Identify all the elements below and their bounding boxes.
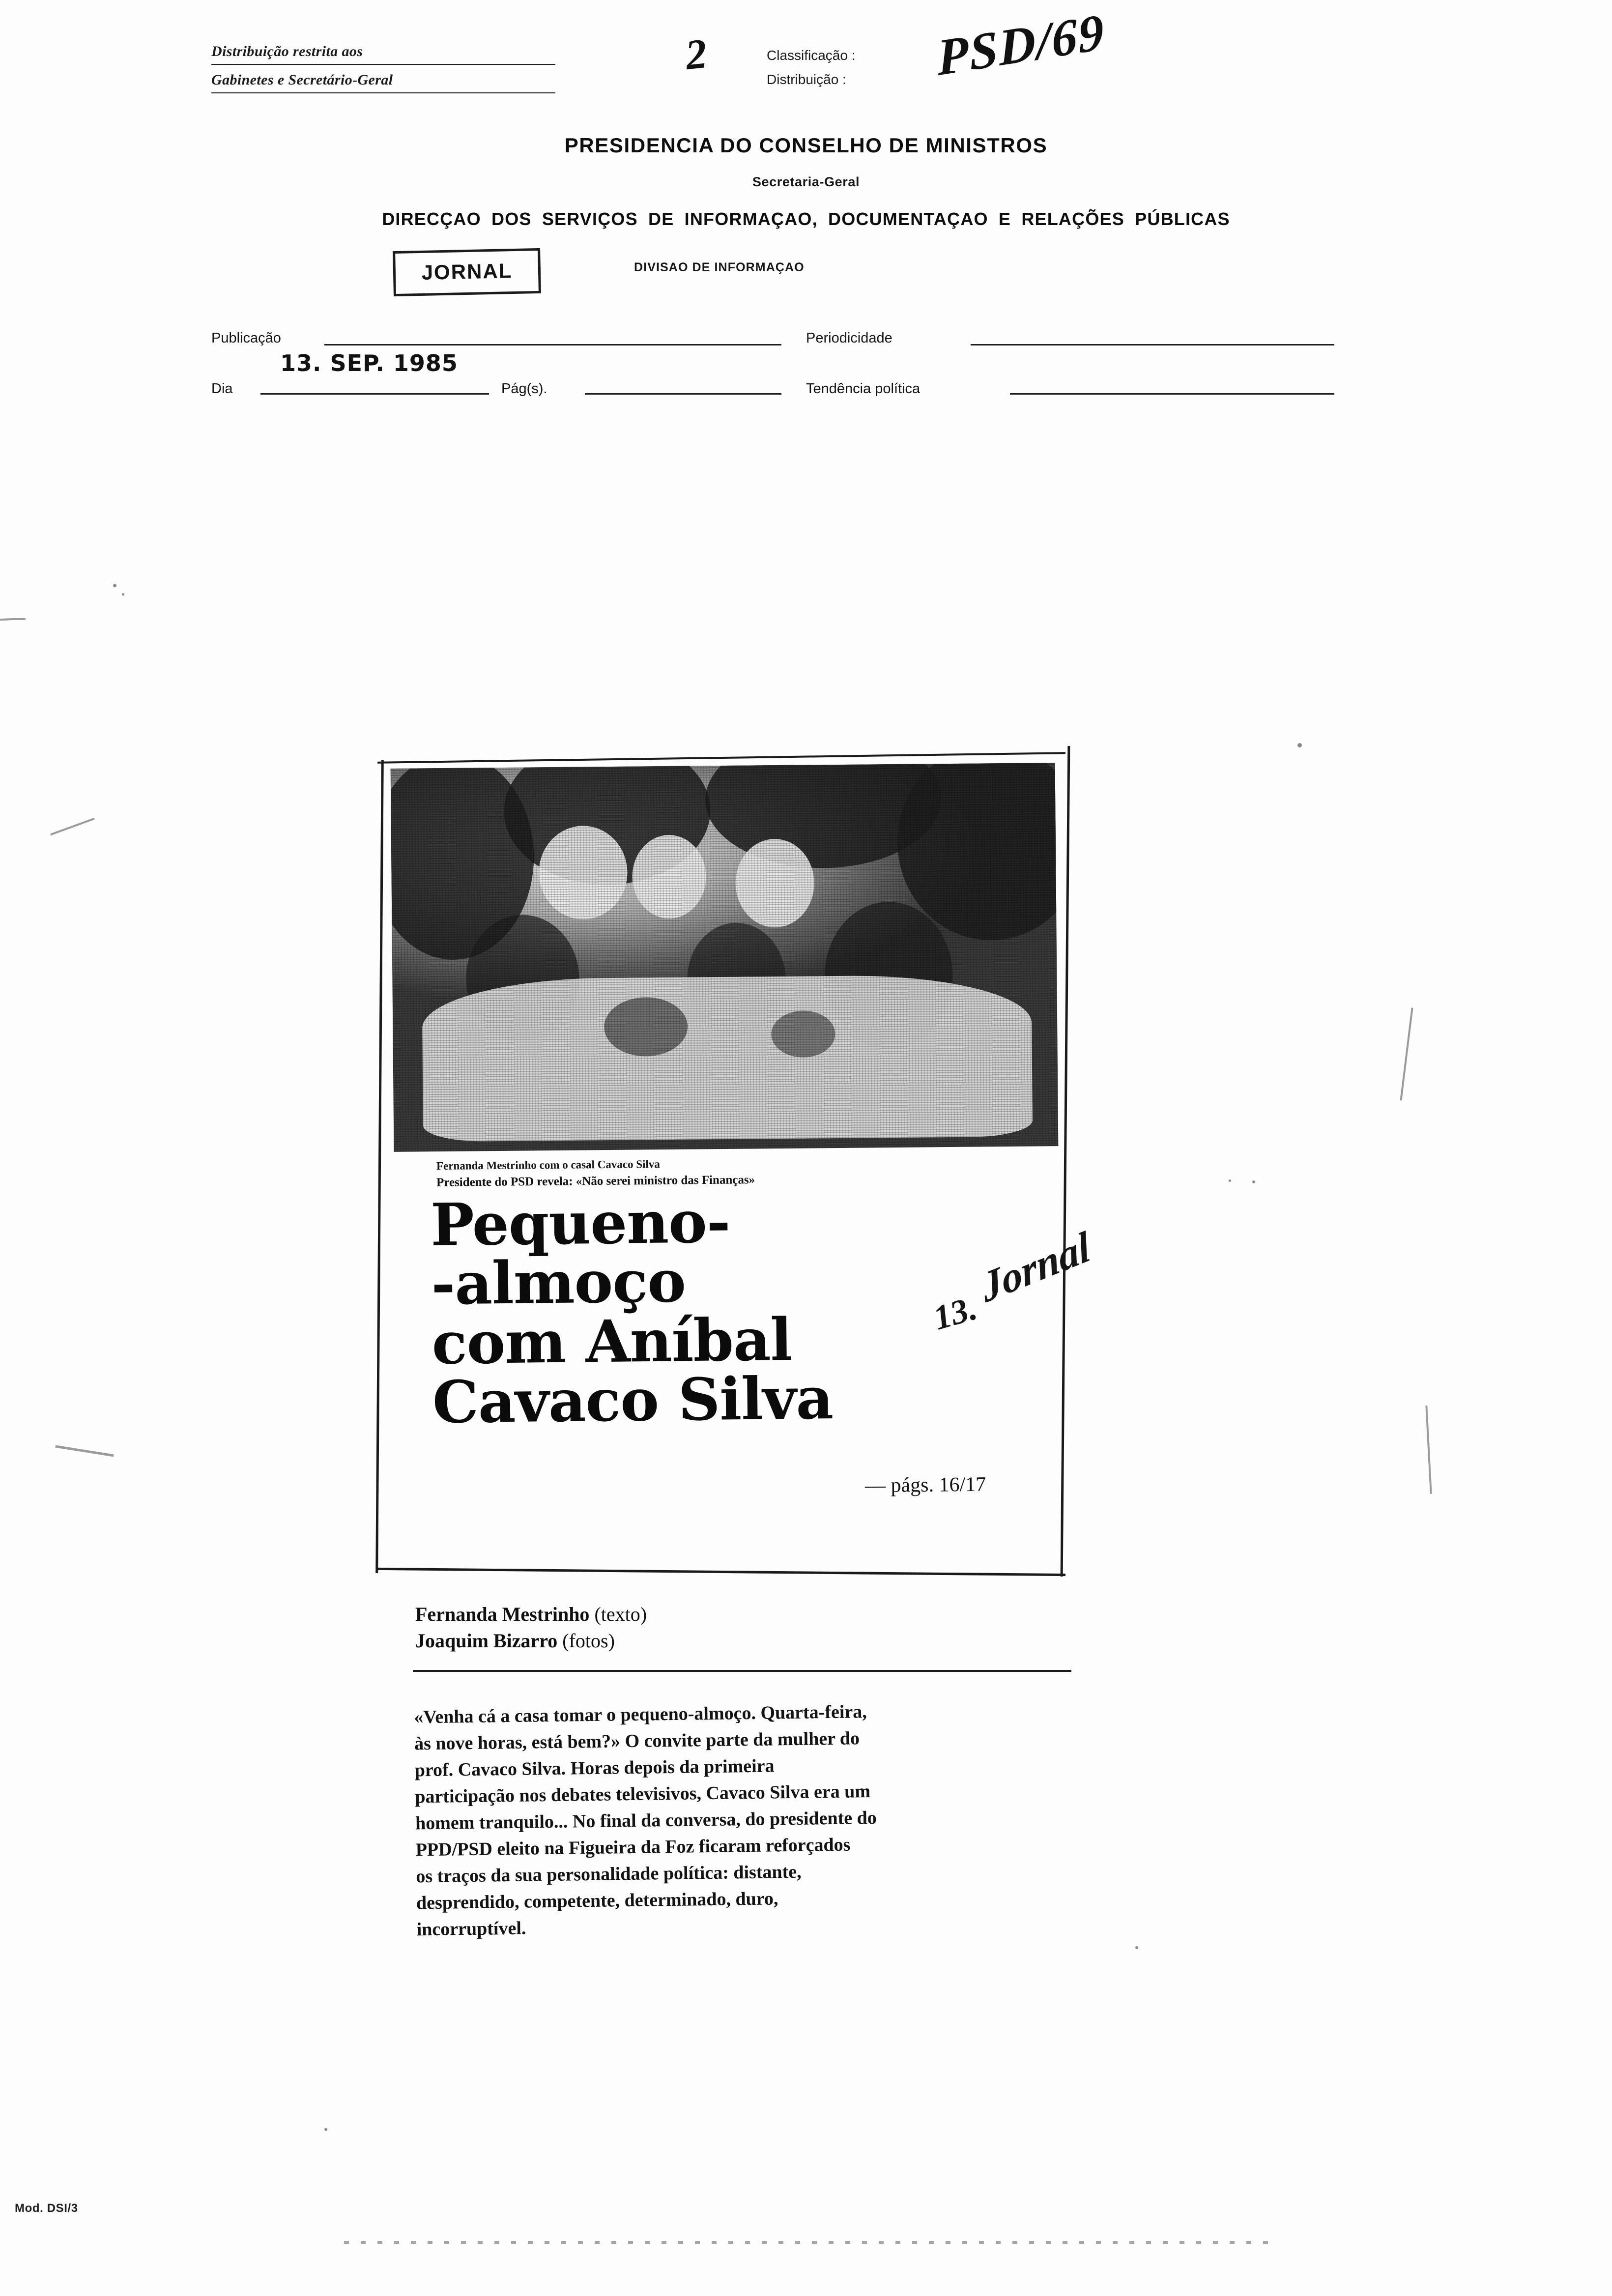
lead-line: PPD/PSD eleito na Figueira da Foz ficaram reforçados xyxy=(415,1834,851,1861)
headline-line-2: -almoço xyxy=(431,1247,686,1318)
byline-text-row xyxy=(415,1601,647,1628)
classificacao-label: Classificação : xyxy=(767,48,856,63)
byline-block xyxy=(415,1601,647,1654)
lead-line: incorruptível. xyxy=(416,1918,526,1940)
restricted-distribution-note xyxy=(211,43,555,93)
scan-speck xyxy=(122,593,124,596)
byline-text-role: (texto) xyxy=(594,1603,647,1625)
distribuicao-label: Distribuição : xyxy=(767,72,846,87)
clipping-edge-top xyxy=(377,752,1065,764)
restricted-line-2: Gabinetes e Secretário-Geral xyxy=(211,65,555,93)
photo-caption: Fernanda Mestrinho com o casal Cavaco Silva xyxy=(436,1158,660,1172)
lead-line: desprendido, competente, determinado, duro, xyxy=(416,1888,778,1914)
scan-speck xyxy=(113,584,116,587)
handwritten-signature: Jornal xyxy=(977,1222,1094,1312)
scan-scratch xyxy=(1425,1406,1432,1494)
clipping-edge-right xyxy=(1061,746,1070,1577)
jornal-stamp-label: JORNAL xyxy=(421,259,513,284)
handwritten-number: 2 xyxy=(683,29,709,79)
organization-title: PRESIDENCIA DO CONSELHO DE MINISTROS xyxy=(564,134,1048,157)
publicacao-label: Publicação xyxy=(211,330,281,346)
tendencia-label: Tendência política xyxy=(806,381,921,397)
lead-line: participação nos debates televisivos, Cavaco Silva era um xyxy=(415,1780,871,1808)
handwritten-classification: PSD/69 xyxy=(936,2,1106,87)
headline-line-3: com Aníbal xyxy=(431,1305,792,1378)
byline-text-author: Fernanda Mestrinho xyxy=(415,1603,590,1625)
lead-line: prof. Cavaco Silva. Horas depois da primeira xyxy=(414,1755,775,1781)
scan-scratch xyxy=(50,818,95,835)
lead-paragraph xyxy=(414,1696,1090,1943)
publicacao-field-rule xyxy=(324,344,781,345)
lead-line: «Venha cá a casa tomar o pequeno-almoço. Quarta-feira, xyxy=(414,1701,867,1728)
scan-bottom-artifact xyxy=(344,2241,1278,2244)
lead-line: homem tranquilo... No final da conversa, do presidente do xyxy=(415,1807,877,1834)
clipping-edge-bottom xyxy=(377,1568,1065,1576)
pags-label: Pág(s). xyxy=(501,381,547,397)
clipping-photo xyxy=(391,763,1059,1152)
byline-photo-author: Joaquim Bizarro xyxy=(415,1630,558,1652)
scan-scratch xyxy=(55,1445,114,1457)
headline-line-4: Cavaco Silva xyxy=(432,1364,834,1436)
classification-labels xyxy=(767,43,856,91)
byline-divider xyxy=(413,1670,1071,1672)
headline-line-1: Pequeno- xyxy=(430,1187,731,1259)
organization-subtitle: Secretaria-Geral xyxy=(752,174,860,189)
pages-reference: — págs. 16/17 xyxy=(864,1473,986,1497)
dia-field-rule xyxy=(260,393,489,395)
scan-scratch xyxy=(0,618,26,621)
pags-field-rule xyxy=(585,393,781,395)
restricted-line-1: Distribuição restrita aos xyxy=(211,43,555,65)
scan-speck xyxy=(1297,743,1302,747)
jornal-stamp xyxy=(393,248,541,296)
lead-line: às nove horas, está bem?» O convite parte da mulher do xyxy=(414,1728,860,1754)
form-code: Mod. DSI/3 xyxy=(15,2202,78,2215)
photo-kicker: Presidente do PSD revela: «Não serei ministro das Finanças» xyxy=(436,1173,755,1189)
newspaper-clipping xyxy=(374,726,1094,1581)
byline-photo-role: (fotos) xyxy=(562,1630,615,1652)
tendencia-field-rule xyxy=(1010,393,1334,395)
scan-speck xyxy=(324,2128,327,2131)
dia-label: Dia xyxy=(211,381,233,397)
periodicidade-field-rule xyxy=(971,344,1334,345)
scan-scratch xyxy=(1400,1007,1413,1100)
clipping-edge-left xyxy=(375,760,384,1573)
date-stamp-value: 13. SEP. 1985 xyxy=(280,350,458,376)
scan-speck xyxy=(1252,1180,1255,1183)
scan-speck xyxy=(1135,1946,1138,1949)
scan-speck xyxy=(1229,1179,1231,1182)
photo-grain xyxy=(391,763,1059,1152)
byline-photo-row xyxy=(415,1628,647,1654)
periodicidade-label: Periodicidade xyxy=(806,330,892,346)
directorate-title: DIRECÇAO DOS SERVIÇOS DE INFORMAÇAO, DOCUMENTAÇAO E RELAÇÕES PÚBLICAS xyxy=(382,209,1230,229)
lead-line: os traços da sua personalidade política: distante, xyxy=(416,1861,802,1887)
handwritten-annotation-date: 13. xyxy=(929,1289,981,1338)
division-title: DIVISAO DE INFORMAÇAO xyxy=(634,260,805,274)
